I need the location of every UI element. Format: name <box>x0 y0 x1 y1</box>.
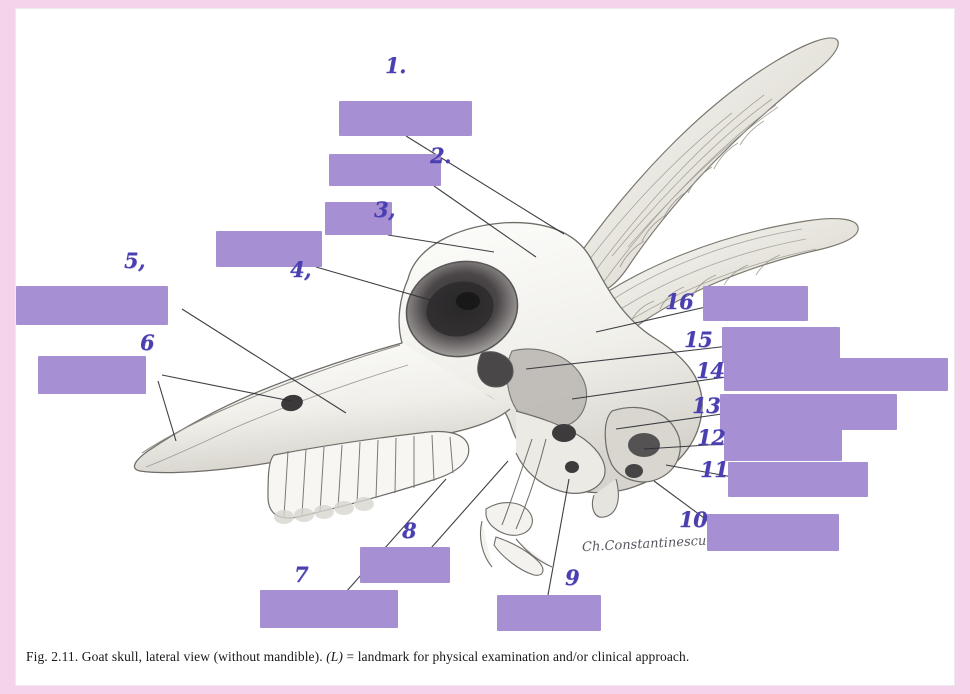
handwritten-label-5: 5, <box>124 248 145 273</box>
handwritten-label-12: 12 <box>697 425 726 450</box>
handwritten-label-8: 8 <box>402 518 417 543</box>
redaction-block-7 <box>260 590 398 628</box>
redaction-block-16 <box>703 286 808 321</box>
redaction-block-9 <box>497 595 601 631</box>
caption-part-2: = landmark for physical examination and/or clinical approach. <box>346 649 690 664</box>
handwritten-label-13: 13 <box>692 393 721 418</box>
redaction-block-1 <box>339 101 472 136</box>
document-page <box>16 9 954 685</box>
handwritten-label-1: 1. <box>385 53 406 78</box>
caption-italic-token: (L) <box>326 649 344 664</box>
handwritten-label-3: 3, <box>374 197 395 222</box>
figure-caption <box>26 649 926 665</box>
handwritten-label-14: 14 <box>696 358 725 383</box>
handwritten-label-9: 9 <box>565 565 580 590</box>
figure-number: Fig. 2.11. <box>26 649 79 664</box>
redaction-block-13 <box>720 394 897 430</box>
handwritten-label-6: 6 <box>140 330 155 355</box>
redaction-block-5 <box>16 286 168 325</box>
redaction-block-6 <box>38 356 146 394</box>
handwritten-label-2: 2. <box>430 143 451 168</box>
handwritten-label-16: 16 <box>665 289 694 314</box>
illustrator-signature: Ch.Constantinescu <box>581 533 707 556</box>
handwritten-label-4: 4, <box>290 257 311 282</box>
redaction-block-11 <box>728 462 868 497</box>
redaction-block-8 <box>360 547 450 583</box>
handwritten-label-7: 7 <box>294 562 309 587</box>
redaction-block-12 <box>724 425 842 461</box>
handwritten-label-15: 15 <box>684 327 713 352</box>
redaction-block-15 <box>722 327 840 363</box>
redaction-block-10 <box>707 514 839 551</box>
handwritten-label-11: 11 <box>700 457 729 482</box>
figure-illustration <box>16 9 954 639</box>
redaction-block-2 <box>329 154 441 186</box>
handwritten-label-10: 10 <box>679 507 708 532</box>
caption-part-1: Goat skull, lateral view (without mandible). <box>81 649 323 664</box>
